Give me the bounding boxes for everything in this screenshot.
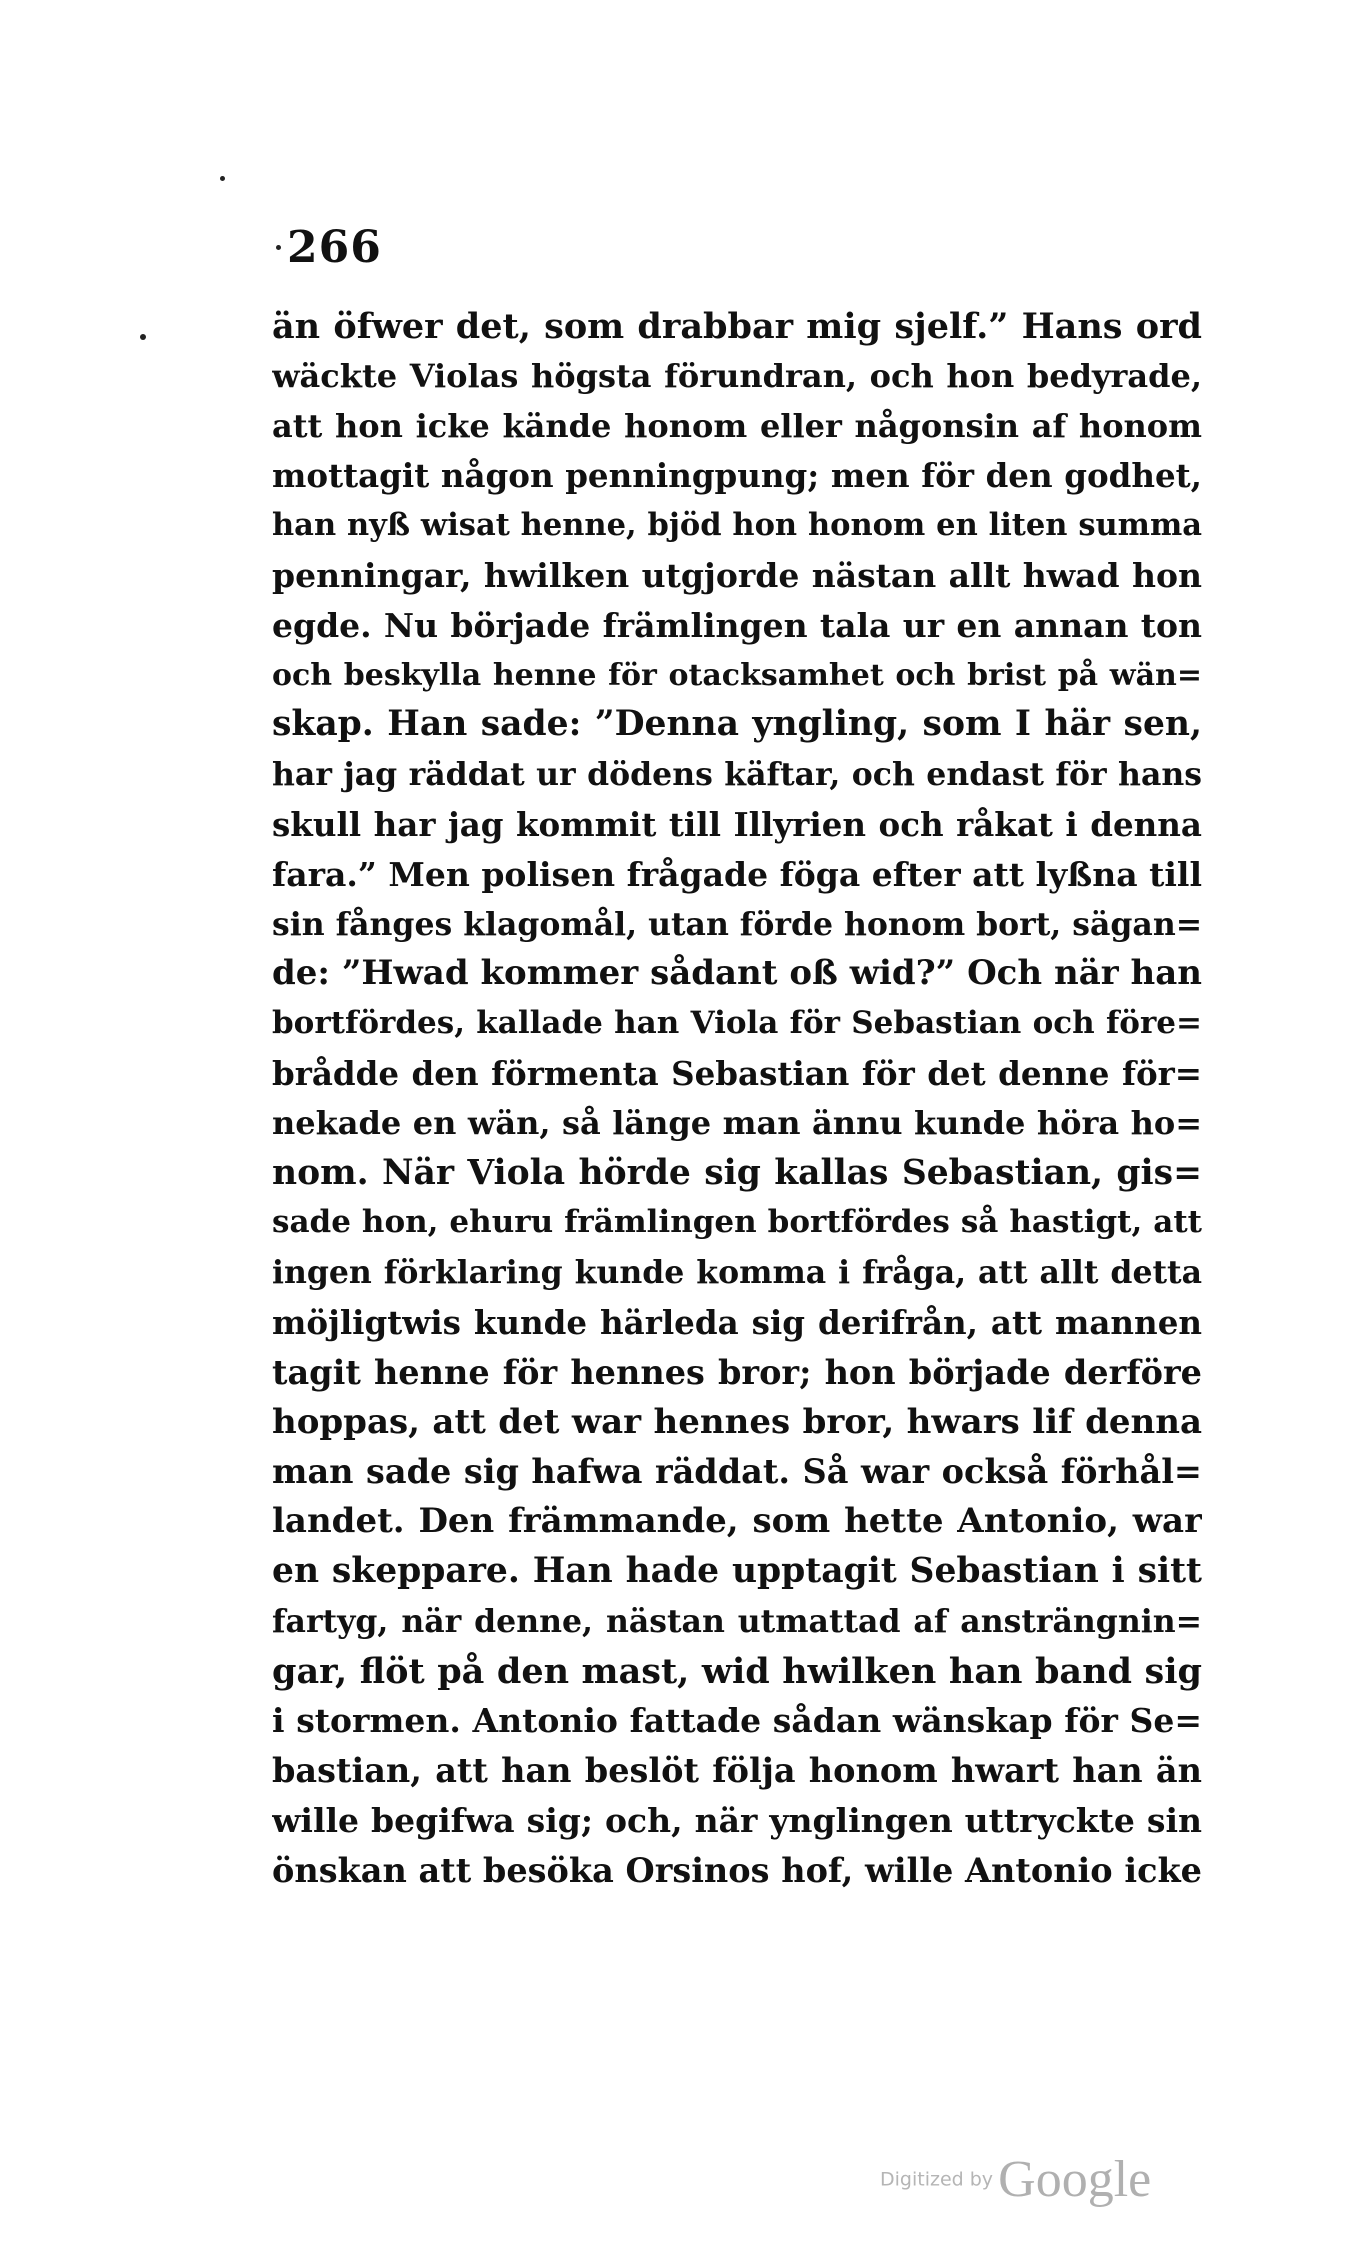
text-line: sin fånges klagomål, utan förde honom bort, sägan= [272,905,1202,943]
ink-speck [140,334,146,340]
text-line: wille begifwa sig; och, när ynglingen uttryckte sin [272,1800,1202,1840]
text-line: bortfördes, kallade han Viola för Sebastian och före= [272,1005,1202,1042]
google-logo: Google [998,2151,1152,2208]
text-line: man sade sig hafwa räddat. Så war också förhål= [272,1452,1202,1492]
text-line: nekade en wän, så länge man ännu kunde höra ho= [272,1103,1202,1142]
watermark-prefix: Digitized by [880,2168,994,2191]
text-line: gar, flöt på den mast, wid hwilken han band sig [272,1650,1202,1692]
text-line: ingen förklaring kunde komma i fråga, att allt detta [272,1254,1202,1292]
text-line: i stormen. Antonio fattade sådan wänskap för Se= [272,1701,1202,1741]
text-line: penningar, hwilken utgjorde nästan allt hwad hon [272,555,1202,595]
text-line: och beskylla henne för otacksamhet och brist på wän= [272,657,1202,693]
text-line: skap. Han sade: ”Denna yngling, som I här sen, [272,704,1202,745]
text-line: mottagit någon penningpung; men för den godhet, [272,456,1202,496]
text-line: brådde den förmenta Sebastian för det denne för= [272,1053,1202,1093]
text-line: bastian, att han beslöt följa honom hwart han än [272,1751,1202,1791]
text-line: fara.” Men polisen frågade föga efter att lyßna till [272,854,1202,894]
text-line: han nyß wisat henne, bjöd hon honom en liten summa [272,507,1202,544]
text-line: hoppas, att det war hennes bror, hwars lif denna [272,1401,1202,1442]
digitized-watermark [880,2150,1151,2209]
text-line: en skeppare. Han hade upptagit Sebastian i sitt [272,1550,1202,1591]
text-line: wäckte Violas högsta förundran, och hon bedyrade, [272,356,1202,395]
ink-speck [276,245,281,250]
page-number: 266 [287,222,382,273]
text-line: landet. Den främmande, som hette Antonio, war [272,1501,1202,1542]
text-line: önskan att besöka Orsinos hof, wille Antonio icke [272,1850,1202,1890]
text-line: skull har jag kommit till Illyrien och råkat i denna [272,804,1202,844]
body-text [272,302,1202,1896]
text-line: möjligtwis kunde härleda sig derifrån, att mannen [272,1302,1202,1342]
text-line: än öfwer det, som drabbar mig sjelf.” Hans ord [272,306,1202,347]
text-line: sade hon, ehuru främlingen bortfördes så hastigt, att [272,1204,1202,1241]
text-line: att hon icke kände honom eller någonsin af honom [272,406,1202,445]
text-line: egde. Nu började främlingen tala ur en annan ton [272,605,1202,645]
ink-speck [220,176,225,181]
text-line: har jag räddat ur dödens käftar, och endast för hans [272,756,1202,794]
text-line: nom. När Viola hörde sig kallas Sebastian, gis= [272,1152,1202,1193]
text-line: fartyg, när denne, nästan utmattad af ansträngnin= [272,1602,1202,1640]
text-line: tagit henne för hennes bror; hon började derföre [272,1352,1202,1392]
text-line: de: ”Hwad kommer sådant oß wid?” Och när han [272,953,1202,994]
